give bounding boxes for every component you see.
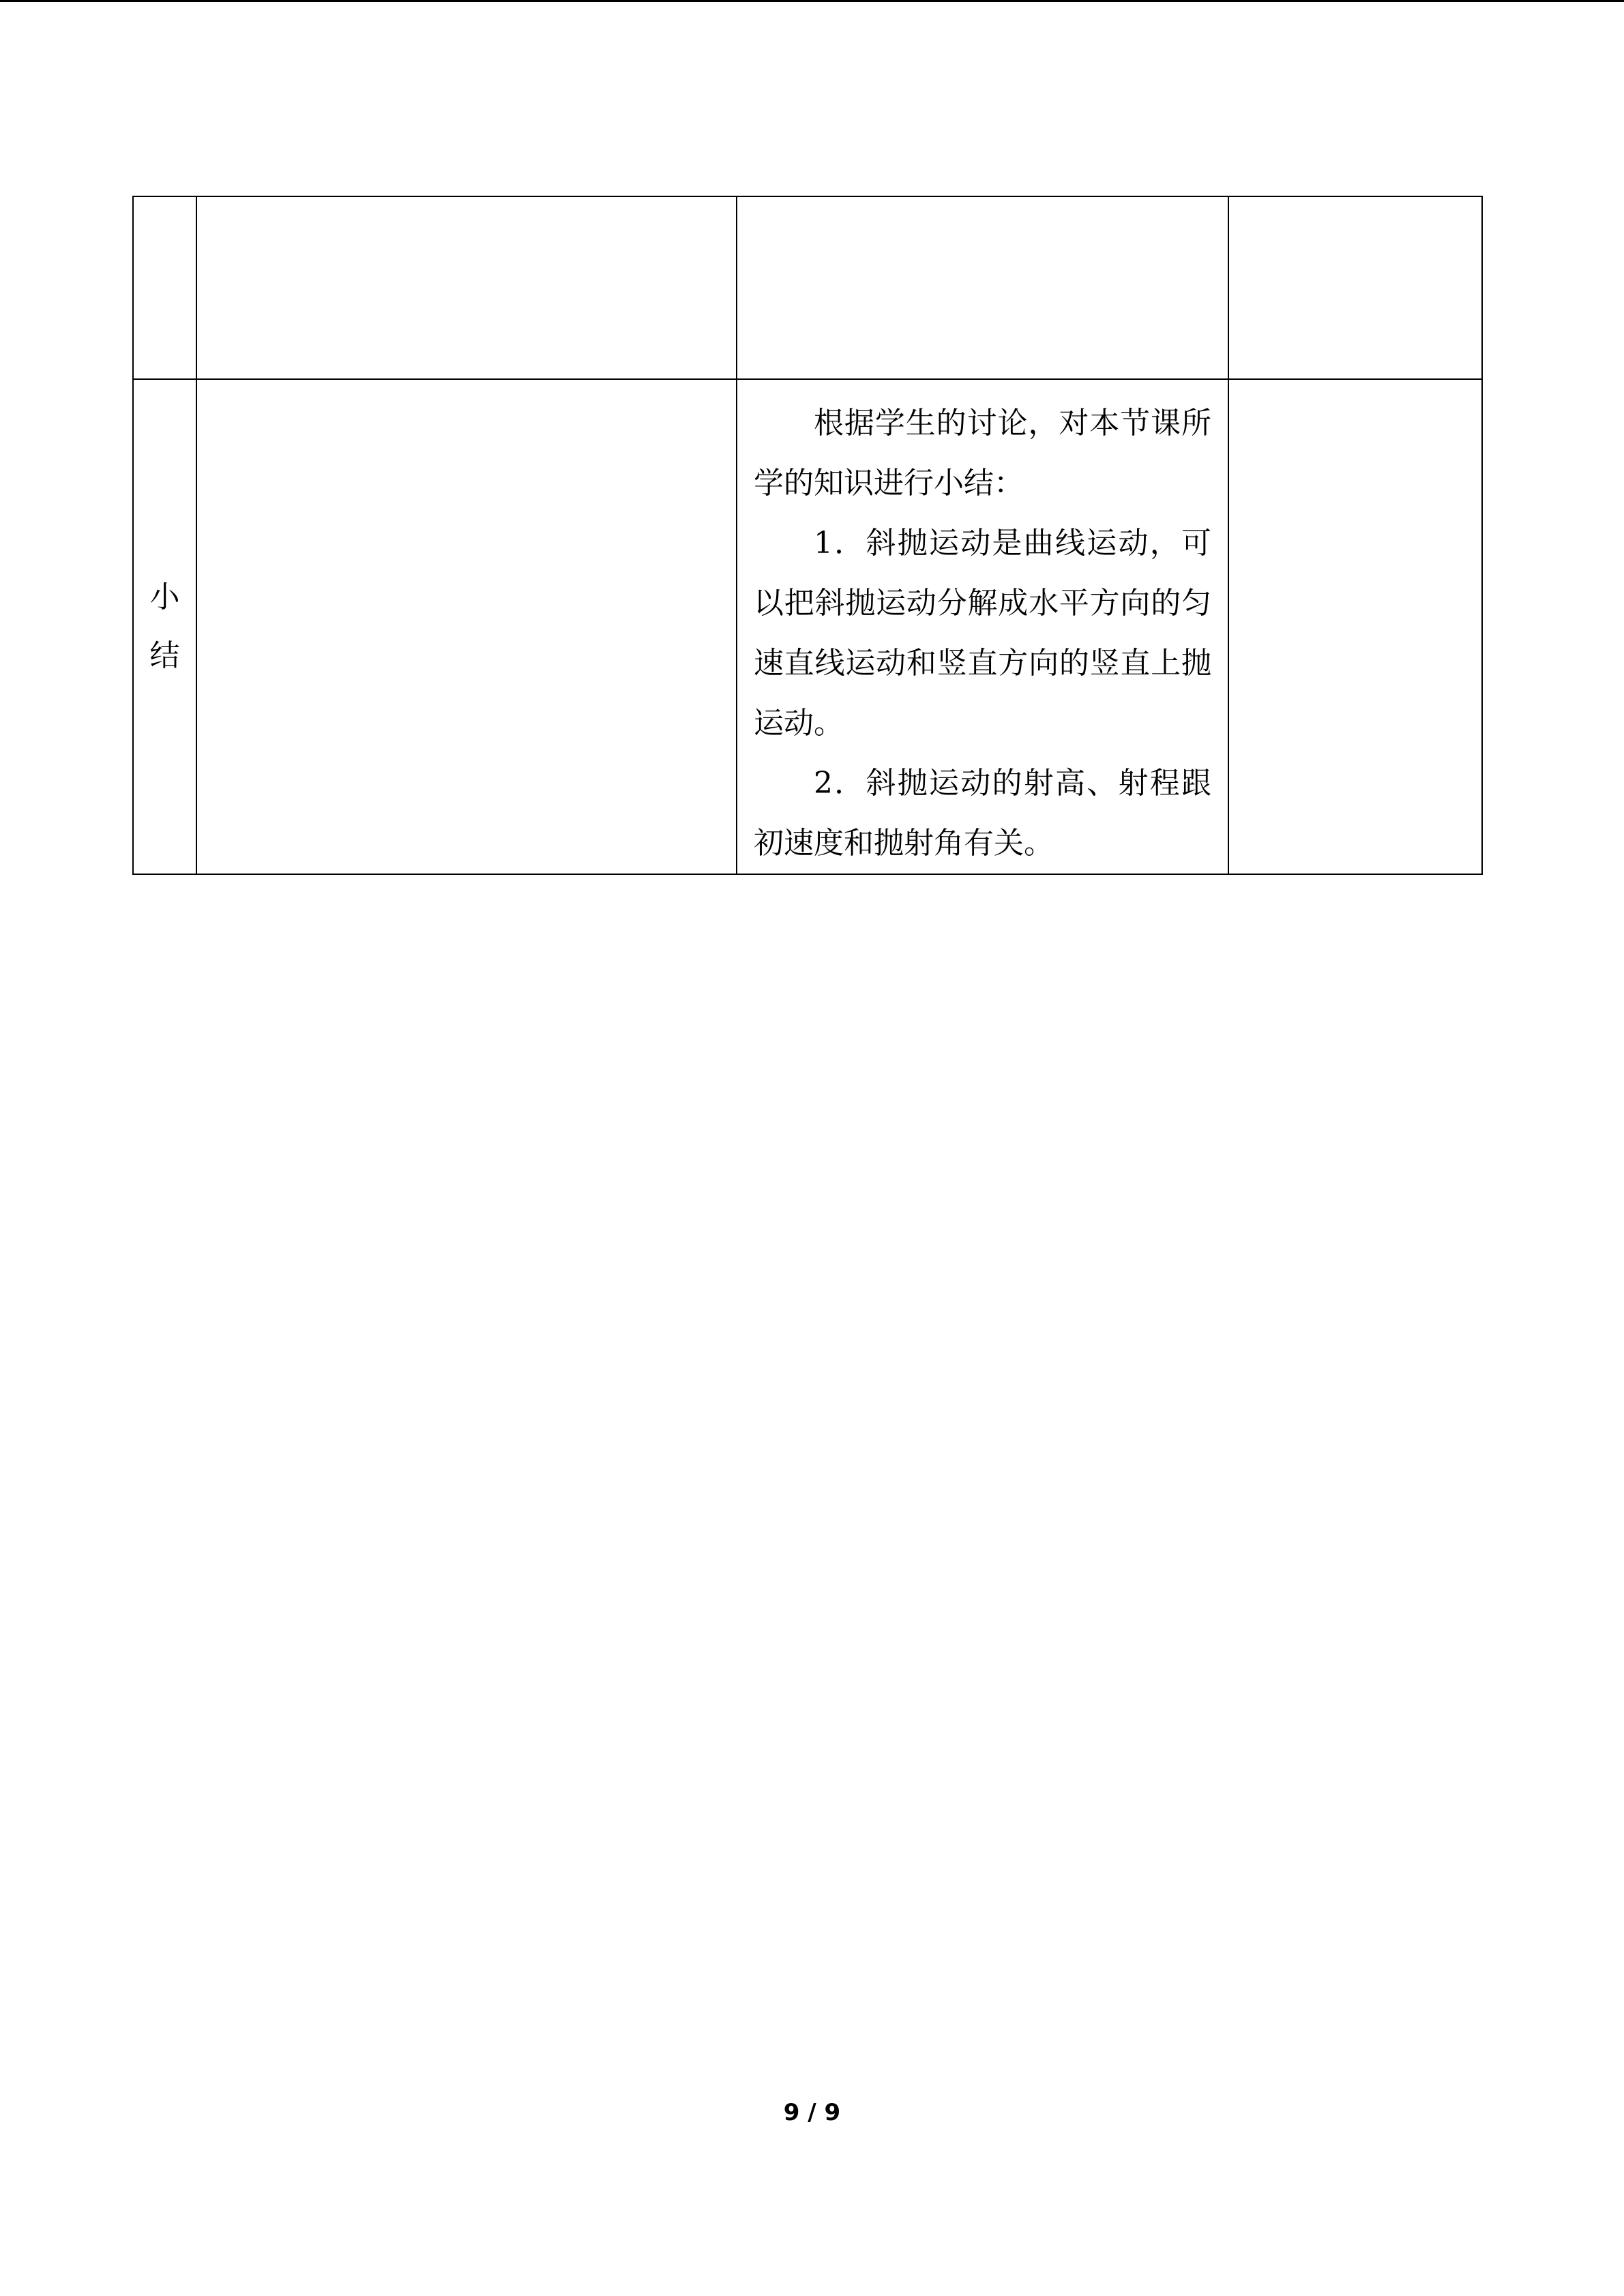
stage-cell (133, 379, 196, 874)
stage-cell (133, 196, 196, 379)
summary-point-2: 2．斜抛运动的射高、射程跟初速度和抛射角有关。 (754, 766, 1211, 861)
summary-point-1: 1．斜抛运动是曲线运动，可以把斜抛运动分解成水平方向的匀速直线运动和竖直方向的竖直上抛运动。 (754, 526, 1211, 741)
page-top-border (0, 0, 1624, 2)
page-number: 9 / 9 (783, 2099, 841, 2126)
stage-label-summary: 小结 (149, 580, 180, 673)
summary-text (737, 380, 1228, 874)
teacher-activity-cell (737, 196, 1228, 379)
table-row-summary (133, 379, 1482, 874)
teacher-activity-cell (737, 379, 1228, 874)
table-row (133, 196, 1482, 379)
notes-cell (1228, 379, 1482, 874)
summary-intro: 根据学生的讨论，对本节课所学的知识进行小结： (754, 406, 1211, 501)
student-activity-cell (196, 196, 737, 379)
lesson-plan-table (132, 196, 1483, 875)
notes-cell (1228, 196, 1482, 379)
student-activity-cell (196, 379, 737, 874)
